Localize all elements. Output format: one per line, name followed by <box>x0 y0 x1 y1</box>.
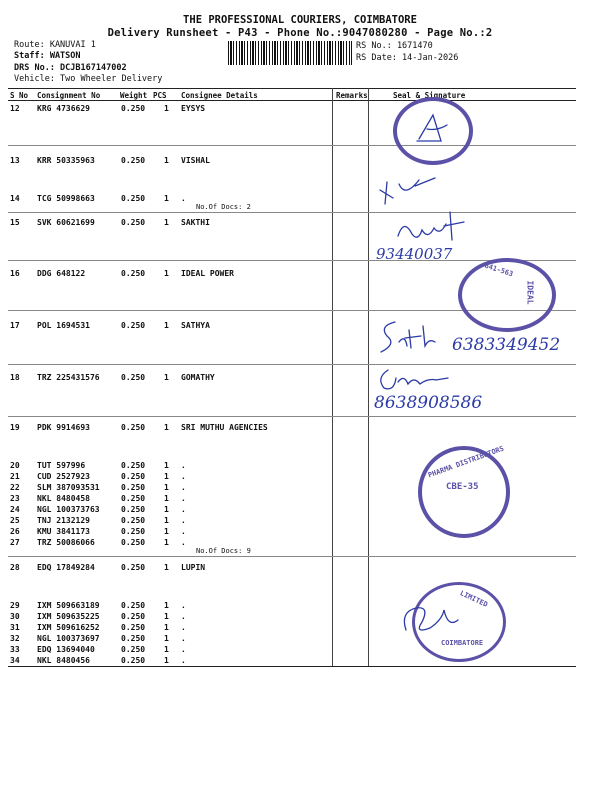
consignee-name: . <box>181 483 186 492</box>
col-seal-signature: Seal & Signature <box>393 91 466 100</box>
serial-number: 12 <box>10 104 20 113</box>
weight-value: 0.250 <box>121 538 146 547</box>
row-separator <box>8 145 576 146</box>
table-top-border <box>8 88 576 89</box>
delivery-seal <box>393 97 473 165</box>
drs-number: DRS No.: DCJB167147002 <box>14 63 127 73</box>
consignment-number: NKL 8480458 <box>37 494 90 503</box>
weight-value: 0.250 <box>121 623 146 632</box>
col-remarks: Remarks <box>336 91 368 100</box>
pieces-count: 1 <box>164 527 169 536</box>
consignee-name: . <box>181 612 186 621</box>
weight-value: 0.250 <box>121 494 146 503</box>
serial-number: 18 <box>10 373 20 382</box>
seal-text: LIMITED <box>458 589 489 609</box>
consignment-number: SLM 387093531 <box>37 483 100 492</box>
weight-value: 0.250 <box>121 656 146 665</box>
seal-city: COIMBATORE <box>441 639 484 647</box>
pieces-count: 1 <box>164 645 169 654</box>
row-separator <box>8 364 576 365</box>
consignment-number: DDG 648122 <box>37 269 86 278</box>
consignment-number: KRR 50335963 <box>37 156 95 165</box>
serial-number: 23 <box>10 494 20 503</box>
vehicle-label: Vehicle: Two Wheeler Delivery <box>14 74 163 84</box>
ideal-power-seal <box>458 258 556 332</box>
signature-mark <box>396 600 466 640</box>
consignment-number: TUT 597996 <box>37 461 86 470</box>
consignee-name: . <box>181 634 186 643</box>
docs-count-note: No.Of Docs: 2 <box>196 203 251 211</box>
pieces-count: 1 <box>164 373 169 382</box>
consignee-name: . <box>181 505 186 514</box>
table-header-border <box>8 100 576 101</box>
weight-value: 0.250 <box>121 461 146 470</box>
serial-number: 26 <box>10 527 20 536</box>
consignee-name: . <box>181 516 186 525</box>
pieces-count: 1 <box>164 538 169 547</box>
pieces-count: 1 <box>164 104 169 113</box>
weight-value: 0.250 <box>121 516 146 525</box>
pieces-count: 1 <box>164 612 169 621</box>
consignment-number: POL 1694531 <box>37 321 90 330</box>
consignee-name: . <box>181 194 186 203</box>
serial-number: 19 <box>10 423 20 432</box>
table-bottom-border <box>8 666 576 667</box>
consignee-name: SRI MUTHU AGENCIES <box>181 423 268 432</box>
consignment-number: TNJ 2132129 <box>37 516 90 525</box>
serial-number: 25 <box>10 516 20 525</box>
consignee-name: . <box>181 494 186 503</box>
seal-text: PHARMA DISTRIBUTORS <box>427 444 506 480</box>
seal-text: IDEAL <box>525 280 535 305</box>
signature-mark <box>397 101 469 161</box>
consignment-number: KRG 4736629 <box>37 104 90 113</box>
serial-number: 30 <box>10 612 20 621</box>
rs-date: RS Date: 14-Jan-2026 <box>356 53 459 63</box>
weight-value: 0.250 <box>121 423 146 432</box>
consignee-name: . <box>181 472 186 481</box>
weight-value: 0.250 <box>121 645 146 654</box>
serial-number: 22 <box>10 483 20 492</box>
serial-number: 13 <box>10 156 20 165</box>
consignment-number: CUD 2527923 <box>37 472 90 481</box>
serial-number: 33 <box>10 645 20 654</box>
pieces-count: 1 <box>164 601 169 610</box>
serial-number: 21 <box>10 472 20 481</box>
pieces-count: 1 <box>164 656 169 665</box>
rs-number: RS No.: 1671470 <box>356 41 433 51</box>
weight-value: 0.250 <box>121 527 146 536</box>
serial-number: 31 <box>10 623 20 632</box>
weight-value: 0.250 <box>121 321 146 330</box>
seal-code: 641-563 <box>483 261 515 279</box>
consignment-number: SVK 60621699 <box>37 218 95 227</box>
consignment-number: NGL 100373697 <box>37 634 100 643</box>
signature-mark <box>375 316 445 356</box>
col-consignment: Consignment No <box>37 91 101 100</box>
col-weight: Weight <box>120 91 148 100</box>
company-title: THE PROFESSIONAL COURIERS, COIMBATORE <box>183 14 417 26</box>
consignment-number: NGL 100373763 <box>37 505 100 514</box>
consignment-number: TRZ 50086066 <box>37 538 95 547</box>
serial-number: 34 <box>10 656 20 665</box>
consignee-name: SAKTHI <box>181 218 210 227</box>
weight-value: 0.250 <box>121 612 146 621</box>
weight-value: 0.250 <box>121 634 146 643</box>
signature-mark <box>375 168 445 208</box>
consignment-number: TRZ 225431576 <box>37 373 100 382</box>
weight-value: 0.250 <box>121 505 146 514</box>
runsheet-subtitle: Delivery Runsheet - P43 - Phone No.:9047080280 - Page No.:2 <box>107 27 493 39</box>
serial-number: 29 <box>10 601 20 610</box>
consignee-name: SATHYA <box>181 321 210 330</box>
weight-value: 0.250 <box>121 156 146 165</box>
consignment-number: IXM 509635225 <box>37 612 100 621</box>
weight-value: 0.250 <box>121 104 146 113</box>
staff-label: Staff: WATSON <box>14 51 81 61</box>
route-label: Route: KANUVAI 1 <box>14 40 96 50</box>
serial-number: 28 <box>10 563 20 572</box>
consignee-name: LUPIN <box>181 563 206 572</box>
handwritten-phone: 8638908586 <box>374 393 483 413</box>
weight-value: 0.250 <box>121 563 146 572</box>
serial-number: 15 <box>10 218 20 227</box>
consignee-name: . <box>181 623 186 632</box>
consignment-number: TCG 50998663 <box>37 194 95 203</box>
consignment-number: NKL 8480456 <box>37 656 90 665</box>
weight-value: 0.250 <box>121 373 146 382</box>
consignment-number: EDQ 13694040 <box>37 645 95 654</box>
col-pcs: PCS <box>153 91 167 100</box>
signature-mark <box>392 206 472 248</box>
pieces-count: 1 <box>164 218 169 227</box>
pieces-count: 1 <box>164 194 169 203</box>
serial-number: 20 <box>10 461 20 470</box>
pieces-count: 1 <box>164 563 169 572</box>
pieces-count: 1 <box>164 461 169 470</box>
pieces-count: 1 <box>164 269 169 278</box>
serial-number: 27 <box>10 538 20 547</box>
col-consignee: Consignee Details <box>181 91 258 100</box>
weight-value: 0.250 <box>121 218 146 227</box>
row-separator <box>8 416 576 417</box>
serial-number: 14 <box>10 194 20 203</box>
consignee-name: . <box>181 656 186 665</box>
weight-value: 0.250 <box>121 269 146 278</box>
barcode <box>228 41 352 65</box>
pieces-count: 1 <box>164 623 169 632</box>
weight-value: 0.250 <box>121 601 146 610</box>
pieces-count: 1 <box>164 156 169 165</box>
weight-value: 0.250 <box>121 472 146 481</box>
consignee-name: . <box>181 645 186 654</box>
weight-value: 0.250 <box>121 194 146 203</box>
signature-mark <box>374 364 454 394</box>
consignment-number: KMU 3841173 <box>37 527 90 536</box>
handwritten-phone: 6383349452 <box>452 335 561 355</box>
consignment-number: IXM 509616252 <box>37 623 100 632</box>
consignee-name: . <box>181 461 186 470</box>
seal-code: CBE-35 <box>446 482 479 492</box>
pieces-count: 1 <box>164 505 169 514</box>
docs-count-note: No.Of Docs: 9 <box>196 547 251 555</box>
row-separator <box>8 556 576 557</box>
consignee-name: EYSYS <box>181 104 206 113</box>
consignee-name: GOMATHY <box>181 373 215 382</box>
col-sno: S No <box>10 91 29 100</box>
consignee-name: VISHAL <box>181 156 210 165</box>
handwritten-phone: 93440037 <box>376 245 453 263</box>
remarks-column-divider <box>332 88 333 666</box>
consignee-name: IDEAL POWER <box>181 269 234 278</box>
weight-value: 0.250 <box>121 483 146 492</box>
serial-number: 16 <box>10 269 20 278</box>
pieces-count: 1 <box>164 494 169 503</box>
consignment-number: IXM 509663189 <box>37 601 100 610</box>
consignee-name: . <box>181 538 186 547</box>
consignee-name: . <box>181 527 186 536</box>
consignee-name: . <box>181 601 186 610</box>
pieces-count: 1 <box>164 516 169 525</box>
pieces-count: 1 <box>164 483 169 492</box>
row-separator <box>8 212 576 213</box>
pieces-count: 1 <box>164 472 169 481</box>
serial-number: 24 <box>10 505 20 514</box>
pieces-count: 1 <box>164 634 169 643</box>
serial-number: 17 <box>10 321 20 330</box>
seal-column-divider <box>368 88 369 666</box>
pharma-distributors-seal <box>418 446 510 538</box>
consignment-number: EDQ 17849284 <box>37 563 95 572</box>
serial-number: 32 <box>10 634 20 643</box>
pieces-count: 1 <box>164 321 169 330</box>
pieces-count: 1 <box>164 423 169 432</box>
consignment-number: PDK 9914693 <box>37 423 90 432</box>
